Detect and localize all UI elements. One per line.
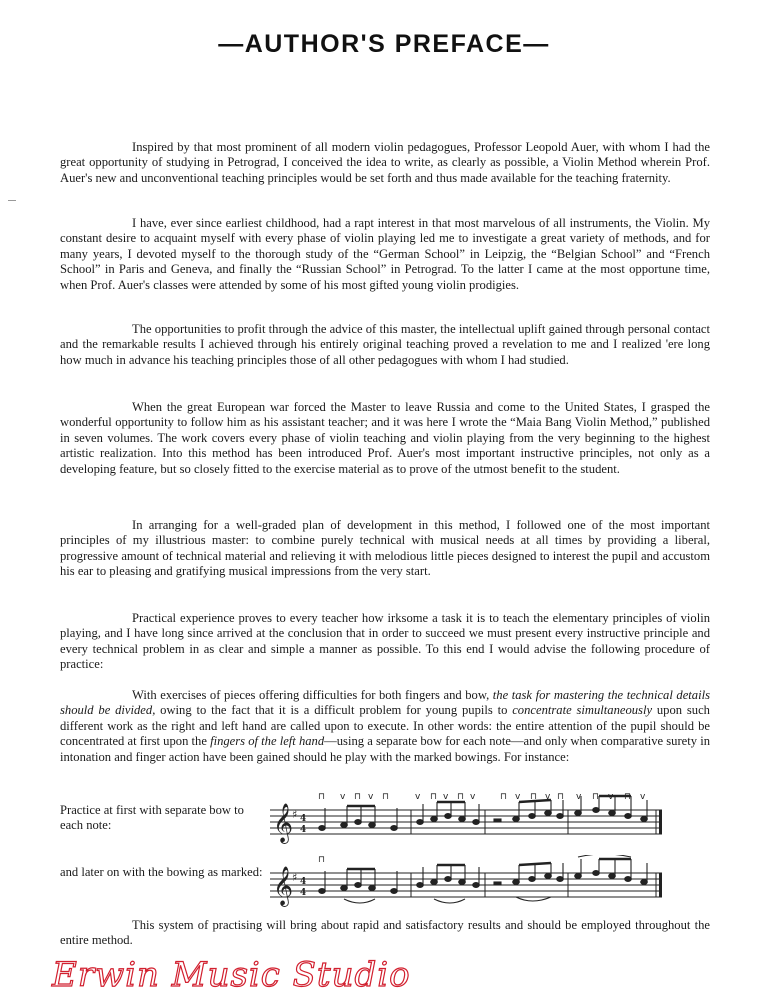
example-2-label: and later on with the bowing as marked: bbox=[60, 865, 263, 879]
svg-text:4: 4 bbox=[300, 888, 307, 898]
svg-text:⊓: ⊓ bbox=[557, 792, 565, 802]
svg-text:4: 4 bbox=[300, 877, 307, 887]
paragraph-5: In arranging for a well-graded plan of development in this method, I followed one of the most important principles of my illustrious master: to combine purely technical with musical needs at all times by providing a liberal, progressive amount of technical material and relieving it with melodious little pieces designed to interest the pupil and accustom his ear to pleasing and gratifying musical impressions from the very start. bbox=[60, 518, 710, 579]
music-staff-2 bbox=[270, 855, 665, 915]
paragraph-6: Practical experience proves to every teacher how irksome a task it is to teach the elementary principles of violin playing, and I have long since arrived at the conclusion that in order to succeed we must present every instructive principle and every technical problem in as clear and simple a manner as possible. To this end I would advise the following procedure of practice: bbox=[60, 611, 710, 672]
paragraph-2: I have, ever since earliest childhood, had a rapt interest in that most marvelous of all instruments, the Violin. My constant desire to acquaint myself with every phase of violin playing led me to investigate a great variety of methods, and for many years, I devoted myself to the thorough study of the “German School” in Leipzig, the “Belgian School” and “French School” in Paris and Geneva, and finally the “Russian School” in Petrograd. To the latter I came at the most opportune time, when Prof. Auer's classes were attended by some of his most gifted young violin prodigies. bbox=[60, 216, 710, 292]
svg-text:♯: ♯ bbox=[292, 808, 298, 821]
svg-text:v: v bbox=[515, 792, 521, 802]
example-2-notation bbox=[270, 855, 665, 915]
svg-text:⊓: ⊓ bbox=[430, 792, 438, 802]
svg-text:⊓: ⊓ bbox=[318, 792, 326, 802]
svg-text:4: 4 bbox=[300, 814, 307, 824]
music-staff-1 bbox=[270, 792, 665, 852]
svg-text:𝄞: 𝄞 bbox=[273, 866, 294, 906]
paragraph-7-italic-2: concentrate simultaneously bbox=[512, 703, 653, 718]
paragraph-3: The opportunities to profit through the advice of this master, the intellectual uplift gained through personal contact and the remarkable results I achieved through his entirely original teaching proved a revelation to me and I realized 'ere long how much in advance his teaching principles those of all other pedagogues with whom I had studied. bbox=[60, 322, 710, 367]
svg-text:⊓: ⊓ bbox=[500, 792, 508, 802]
paragraph-7-text-4: —using a separate bow for each note—and only when comparative surety in intonation and finger action have been gained should he play with the marked bowings. For instance: bbox=[60, 734, 710, 764]
svg-text:⊓: ⊓ bbox=[530, 792, 538, 802]
svg-text:⊓: ⊓ bbox=[457, 792, 465, 802]
margin-mark bbox=[8, 200, 16, 201]
paragraph-4: When the great European war forced the Master to leave Russia and come to the United States, I grasped the wonderful opportunity to follow him as his assistant teacher; and it was here I wrote the “Maia Bang Violin Method,” published in seven volumes. The work covers every phase of violin teaching and violin playing from the very beginning to the highest artistic realization. Into this method has been introduced Prof. Auer's most important instructive principles, not only as a developing feature, but so closely fitted to the exercise material as to prove of the utmost benefit to the student. bbox=[60, 400, 710, 476]
svg-text:v: v bbox=[608, 792, 614, 802]
svg-text:v: v bbox=[340, 792, 346, 802]
svg-text:⊓: ⊓ bbox=[382, 792, 390, 802]
closing-paragraph: This system of practising will bring about rapid and satisfactory results and should be employed throughout the entire method. bbox=[60, 918, 710, 948]
page-title: —AUTHOR'S PREFACE— bbox=[218, 30, 550, 58]
svg-text:v: v bbox=[545, 792, 551, 802]
paragraph-7-text-3: upon such different work as the right and left hand are called upon to execute. In other words: the entire attention of the pupil should be concentrated at first upon the bbox=[60, 703, 710, 749]
paragraph-7 bbox=[60, 688, 710, 765]
svg-text:v: v bbox=[470, 792, 476, 802]
svg-text:4: 4 bbox=[300, 825, 307, 835]
example-1-notation bbox=[270, 792, 665, 852]
svg-text:𝄞: 𝄞 bbox=[273, 803, 294, 843]
svg-text:⊓: ⊓ bbox=[592, 792, 600, 802]
paragraph-7-italic-3: fingers of the left hand bbox=[210, 734, 325, 749]
paragraph-7-italic-1: the task for mastering the technical details should be divided, bbox=[60, 688, 710, 718]
paragraph-7-text-1: With exercises of pieces offering difficulties for both fingers and bow, bbox=[132, 688, 493, 702]
svg-text:⊓: ⊓ bbox=[354, 792, 362, 802]
example-1-label: Practice at first with separate bow to each note: bbox=[60, 803, 244, 833]
paragraph-1: Inspired by that most prominent of all modern violin pedagogues, Professor Leopold Auer, with whom I had the great opportunity of studying in Petrograd, I conceived the idea to write, as clearly as possible, a Violin Method wherein Prof. Auer's new and unconventional teaching principles would be set forth and thus made available for the teaching fraternity. bbox=[60, 140, 710, 185]
svg-text:⊓: ⊓ bbox=[624, 792, 632, 802]
svg-text:♯: ♯ bbox=[292, 871, 298, 884]
svg-text:v: v bbox=[368, 792, 374, 802]
svg-text:v: v bbox=[640, 792, 646, 802]
svg-text:v: v bbox=[443, 792, 449, 802]
paragraph-7-text-2: owing to the fact that it is a difficult problem for young pupils to bbox=[155, 703, 513, 718]
svg-text:v: v bbox=[415, 792, 421, 802]
watermark-logo: Erwin Music Studio bbox=[52, 955, 411, 995]
svg-text:v: v bbox=[576, 792, 582, 802]
svg-text:⊓: ⊓ bbox=[318, 855, 326, 865]
